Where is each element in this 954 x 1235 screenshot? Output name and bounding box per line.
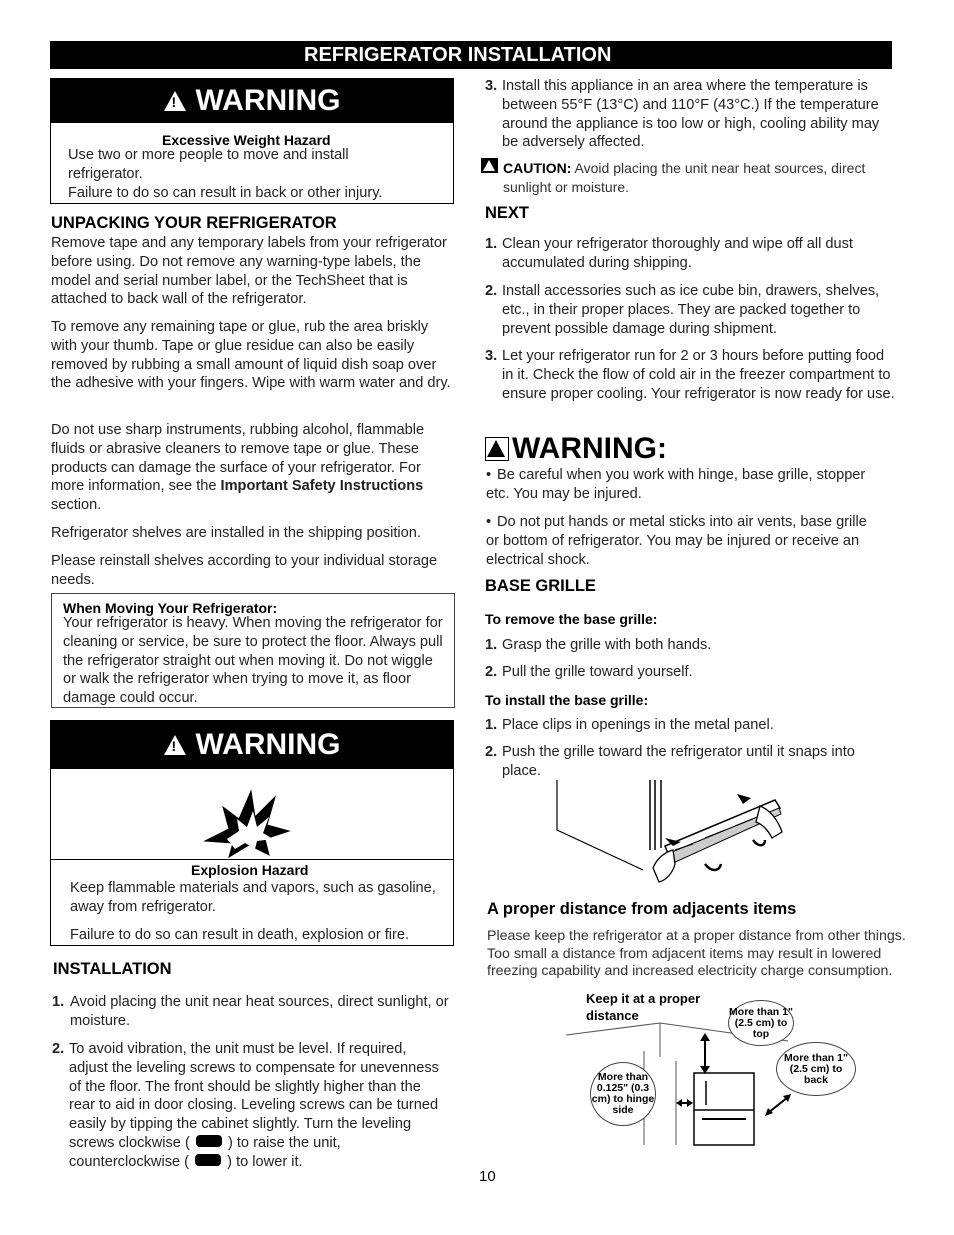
next-heading: NEXT xyxy=(485,204,530,222)
installation-heading: INSTALLATION xyxy=(53,960,172,978)
warning-line: Failure to do so can result in death, explosion or fire. xyxy=(70,927,410,943)
list-number: 2. xyxy=(485,283,498,299)
unpacking-paragraph: To remove any remaining tape or glue, rub the area briskly with your thumb. Tape or glue residue can also be easily removed by rubbing a small amount of liquid dish soap over the adhesive with your fingers. Wipe with warm water and dry. xyxy=(51,319,451,392)
hazard-title: Excessive Weight Hazard xyxy=(162,132,331,148)
list-number: 3. xyxy=(485,78,498,94)
bubble-top: More than 1"(2.5 cm) to top xyxy=(728,1000,794,1046)
installation-item: To avoid vibration, the unit must be level. If required, adjust the leveling screws to compensate for unevenness of the floor. The front should be slightly higher than the rear to aid in door closing. Leveling screws can be turned easily by tipping the cabinet slightly. Turn the leveling screws clockwise ( ) to raise the unit, counterclockwise ( ) to lower it. xyxy=(69,1041,439,1170)
list-number: 2. xyxy=(52,1041,65,1057)
base-grille-heading: BASE GRILLE xyxy=(485,577,596,595)
list-number: 3. xyxy=(485,348,498,364)
warning-bullet: • Do not put hands or metal sticks into air vents, base grille or bottom of refrigerator. You may be injured or receive an electrical shock. xyxy=(486,514,867,568)
warning-title: WARNING xyxy=(195,728,341,761)
warning-title: WARNING xyxy=(195,84,341,117)
warning-triangle-icon: ! xyxy=(164,735,186,755)
warning-triangle-icon: ! xyxy=(164,91,186,111)
moving-note-title: When Moving Your Refrigerator: xyxy=(63,600,278,616)
counterclockwise-icon xyxy=(195,1154,221,1166)
grille-step: Place clips in openings in the metal panel. xyxy=(502,717,774,733)
page-number: 10 xyxy=(479,1168,496,1185)
unpacking-paragraph: Please reinstall shelves according to your individual storage needs. xyxy=(51,553,438,588)
install-item: Install this appliance in an area where the temperature is between 55°F (13°C) and 110°F (43°C.) If the temperature around the appliance is too low or high, cooling ability may be adversely affected. xyxy=(502,78,880,151)
unpacking-paragraph: Refrigerator shelves are installed in the shipping position. xyxy=(51,525,421,541)
explosion-icon xyxy=(199,769,293,859)
moving-note-box xyxy=(51,593,455,708)
warning-line: Keep flammable materials and vapors, such as gasoline, away from refrigerator. xyxy=(70,880,436,915)
caution-icon xyxy=(481,158,498,173)
explosion-warning-box xyxy=(50,720,454,946)
warning-line: Failure to do so can result in back or other injury. xyxy=(68,185,383,201)
caution-text: CAUTION: Avoid placing the unit near heat sources, direct sunlight or moisture. xyxy=(503,160,866,195)
install-grille-heading: To install the base grille: xyxy=(485,692,649,708)
unpacking-heading: UNPACKING YOUR REFRIGERATOR xyxy=(51,214,337,232)
warning-heading: WARNING: xyxy=(485,432,667,466)
installation-item: Avoid placing the unit near heat sources, direct sunlight, or moisture. xyxy=(70,994,449,1029)
list-number: 2. xyxy=(485,664,498,680)
divider xyxy=(51,859,453,860)
keep-distance-label: Keep it at a proper distance xyxy=(586,991,701,1023)
bubble-back: More than 1"(2.5 cm) to back xyxy=(776,1042,856,1096)
section-header: REFRIGERATOR INSTALLATION xyxy=(50,41,892,69)
clockwise-icon xyxy=(196,1135,222,1147)
weight-warning-box xyxy=(50,78,454,204)
warning-triangle-icon xyxy=(485,437,509,461)
warning-line: Use two or more people to move and install refrigerator. xyxy=(68,147,349,182)
warning-bullet: • Be careful when you work with hinge, base grille, stopper etc. You may be injured. xyxy=(486,467,866,502)
grille-step: Pull the grille toward yourself. xyxy=(502,664,693,680)
list-number: 1. xyxy=(485,717,498,733)
unpacking-paragraph: Do not use sharp instruments, rubbing alcohol, flammable fluids or abrasive cleaners to remove tape or glue. These products can damage the surface of your refrigerator. For more information, see the Important Safety Instructions section. xyxy=(51,422,425,514)
remove-grille-heading: To remove the base grille: xyxy=(485,611,658,627)
next-item: Install accessories such as ice cube bin, drawers, shelves, etc., in their proper places. They are packed together to prevent possible damage during shipment. xyxy=(502,283,880,337)
distance-text: Please keep the refrigerator at a proper distance from other things. Too small a distance from adjacent items may result in lowered freezing capability and increased electricity charge consumption. xyxy=(487,928,906,980)
hazard-title: Explosion Hazard xyxy=(191,862,309,878)
list-number: 1. xyxy=(485,637,498,653)
warning-title-bar xyxy=(51,79,453,123)
grille-step: Push the grille toward the refrigerator until it snaps into place. xyxy=(502,744,855,779)
grille-step: Grasp the grille with both hands. xyxy=(502,637,712,653)
warning-title-bar xyxy=(51,721,453,769)
base-grille-illustration xyxy=(555,780,785,890)
next-item: Clean your refrigerator thoroughly and wipe off all dust accumulated during shipping. xyxy=(502,236,853,271)
next-item: Let your refrigerator run for 2 or 3 hours before putting food in it. Check the flow of cold air in the freezer compartment to ensure proper cooling. Your refrigerator is now ready for use. xyxy=(502,348,895,402)
list-number: 1. xyxy=(52,994,65,1010)
moving-note-text: Your refrigerator is heavy. When moving the refrigerator for cleaning or service, be sure to protect the floor. Always pull the refrigerator straight out when moving it. Do not wiggle or walk the refrigerator when trying to move it, as floor damage could occur. xyxy=(63,615,443,707)
bubble-hinge: More than 0.125" (0.3 cm) to hinge side xyxy=(590,1062,656,1126)
list-number: 2. xyxy=(485,744,498,760)
distance-heading: A proper distance from adjacents items xyxy=(487,900,797,918)
unpacking-paragraph: Remove tape and any temporary labels from your refrigerator before using. Do not remove any warning-type labels, the model and serial number label, or the TechSheet that is attached to back wall of the refrigerator. xyxy=(51,235,447,308)
list-number: 1. xyxy=(485,236,498,252)
